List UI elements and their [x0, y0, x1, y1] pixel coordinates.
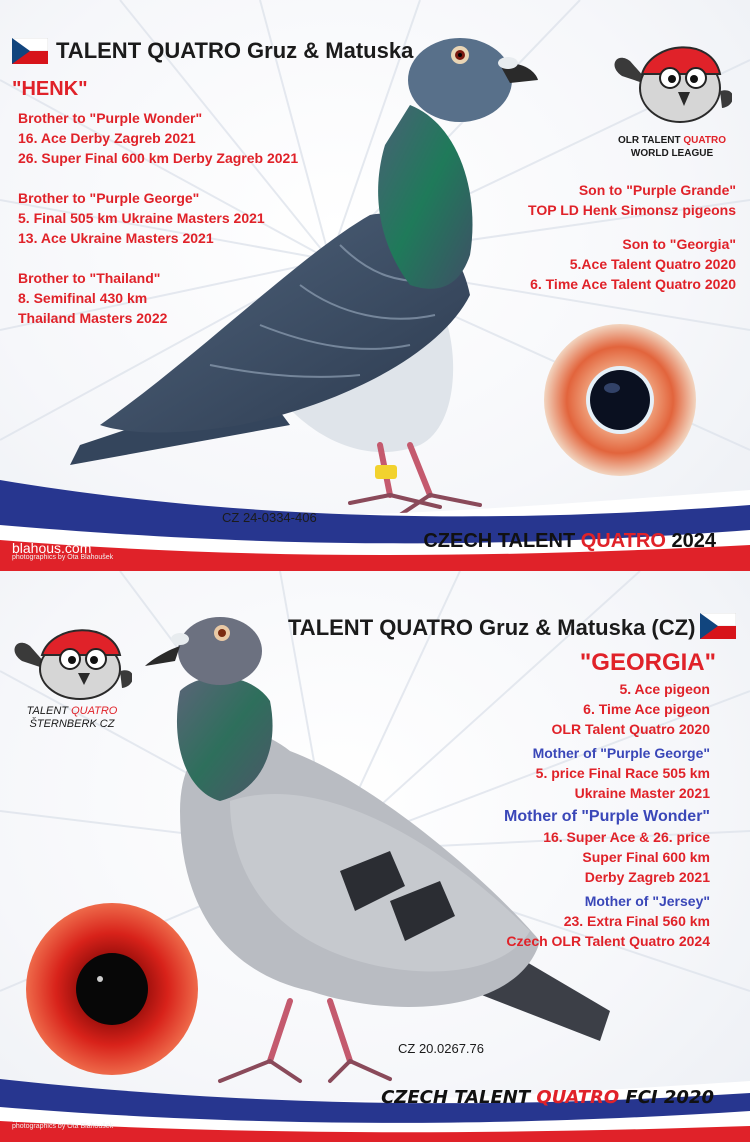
pigeon-name: "GEORGIA": [579, 649, 716, 676]
achievement-line: TOP LD Henk Simonsz pigeons: [528, 202, 736, 218]
footer-text-b: QUATRO: [580, 530, 666, 552]
footer-title: [423, 530, 716, 553]
achievement-line: 26. Super Final 600 km Derby Zagreb 2021: [18, 150, 299, 166]
achievement-line: 5. Final 505 km Ukraine Masters 2021: [18, 210, 265, 226]
bird-mascot-icon: [612, 36, 732, 124]
achievement-line: Mother of "Jersey": [584, 893, 710, 909]
logo-caption: [12, 705, 132, 731]
achievement-line: 13. Ace Ukraine Masters 2021: [18, 230, 214, 246]
achievement-line: Ukraine Master 2021: [574, 785, 710, 801]
credit-subtext: photographics by Ota Blahoušek: [12, 1123, 114, 1130]
achievement-line: Thailand Masters 2022: [18, 310, 168, 326]
achievement-line: Mother of "Purple George": [532, 745, 710, 761]
achievement-line: 5. Ace pigeon: [619, 681, 710, 697]
photo-credit: [12, 540, 113, 561]
logo-caption: [612, 134, 732, 160]
logo-text-a: OLR TALENT: [618, 135, 684, 146]
achievement-line: 8. Semifinal 430 km: [18, 290, 148, 306]
achievement-line: Son to "Georgia": [622, 236, 736, 252]
ring-number: CZ 24-0334-406: [222, 510, 317, 525]
footer-text-a: CZECH TALENT: [381, 1087, 537, 1108]
logo-text-c: ŠTERNBERK CZ: [29, 718, 115, 730]
pigeon-photo: [40, 25, 560, 535]
achievements-right: [528, 180, 736, 294]
achievement-line: Brother to "Thailand": [18, 270, 161, 286]
achievement-line: OLR Talent Quatro 2020: [551, 721, 710, 737]
footer-text-b: QUATRO: [536, 1087, 620, 1108]
achievement-line: Brother to "Purple George": [18, 190, 200, 206]
footer-text-c: 2024: [665, 530, 716, 552]
bird-mascot-icon: [12, 621, 132, 701]
bottom-panel: [0, 571, 750, 1142]
achievement-line: Brother to "Purple Wonder": [18, 110, 203, 126]
achievement-line: Derby Zagreb 2021: [584, 869, 710, 885]
pigeon-name: "HENK": [12, 78, 88, 100]
achievement-line: Mother of "Purple Wonder": [504, 808, 710, 825]
logo-text-a: TALENT: [26, 705, 72, 717]
achievement-line: 6. Time Ace Talent Quatro 2020: [530, 276, 736, 292]
achievement-line: 16. Ace Derby Zagreb 2021: [18, 130, 196, 146]
cz-flag-icon: [700, 613, 736, 639]
page-title: TALENT QUATRO Gruz & Matuska (CZ): [288, 615, 696, 640]
achievement-line: 6. Time Ace pigeon: [583, 701, 710, 717]
achievement-line: Son to "Purple Grande": [578, 182, 736, 198]
credit-text: blahous.com: [12, 540, 92, 556]
ring-number: CZ 20.0267.76: [398, 1041, 485, 1056]
logo-text-b: QUATRO: [71, 705, 118, 717]
achievement-line: 5.Ace Talent Quatro 2020: [569, 256, 736, 272]
footer-text-a: CZECH TALENT: [423, 530, 581, 552]
achievement-line: 5. price Final Race 505 km: [535, 765, 710, 781]
achievement-line: 23. Extra Final 560 km: [563, 913, 710, 929]
footer-text-c: FCI 2020: [619, 1087, 714, 1108]
footer-title: [381, 1087, 714, 1108]
achievements-right: [504, 679, 710, 951]
credit-subtext: photographics by Ota Blahoušek: [12, 554, 114, 561]
achievement-line: 16. Super Ace & 26. price: [543, 829, 710, 845]
achievement-line: Czech OLR Talent Quatro 2024: [506, 933, 710, 949]
eye-closeup-icon: [22, 899, 202, 1079]
photo-credit: [12, 1109, 113, 1130]
logo-text-b: QUATRO: [683, 135, 726, 146]
page-title: TALENT QUATRO Gruz & Matuska: [56, 38, 414, 63]
logo-text-c: WORLD LEAGUE: [630, 148, 714, 159]
credit-text: blahous.com: [12, 1109, 92, 1125]
achievement-line: Super Final 600 km: [582, 849, 710, 865]
eye-closeup-icon: [540, 320, 700, 480]
